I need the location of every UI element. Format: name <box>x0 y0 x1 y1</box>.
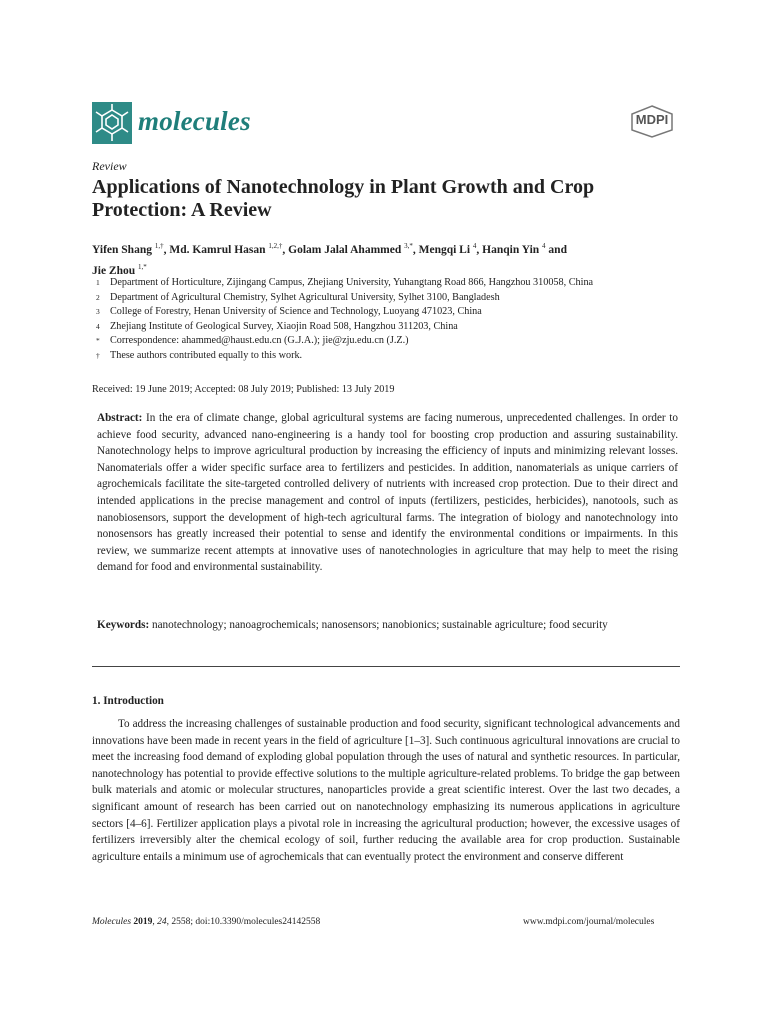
footer-journal: Molecules <box>92 917 132 927</box>
abstract-text: In the era of climate change, global agricultural systems are facing numerous, unprecedented challenges. In order to achieve food security, advanced nano-engineering is a handy tool for boosting crop production and assuring sustainability. Nanotechnology helps to improve agricultural production by increasing the efficiency of inputs and minimizing relevant losses. Nanomaterials offer a wider specific surface area to fertilizers and pesticides. In addition, nanomaterials as unique carriers of agrochemicals facilitate the site-targeted controlled delivery of nutrients with increased crop protection. Due to their direct and intended applications in the precise management and control of inputs (fertilizers, pesticides, herbicides), nanotools, such as nanobiosensors, support the development of high-tech agricultural farms. The integration of biology and nanotechnology into nonosensors has greatly increased their potential to sense and identify the environmental conditions or impairments. In this review, we summarize recent attempts at innovative uses of nanotechnologies in agriculture that may help to meet the rising demand for food and environmental sustainability. <box>97 412 678 574</box>
author-name[interactable]: Mengqi Li <box>418 243 471 256</box>
author-name[interactable]: Golam Jalal Ahammed <box>288 243 402 256</box>
author-name[interactable]: Md. Kamrul Hasan <box>169 243 266 256</box>
article-title: Applications of Nanotechnology in Plant Growth and Crop Protection: A Review <box>92 176 595 221</box>
publisher-logo-text: MDPI <box>635 112 669 127</box>
affiliation-item <box>92 291 682 306</box>
author-affil-sup: 1,2,† <box>268 242 283 250</box>
keywords <box>97 617 678 634</box>
author-name[interactable]: Yifen Shang <box>92 243 152 256</box>
author-affil-sup: 1,* <box>138 262 147 271</box>
section-heading: 1. Introduction <box>92 695 164 707</box>
author-list: Yifen Shang $^{1,\dagger}$, Md. Kamrul Hasan $^{1,2,\dagger}$, Golam Jalal Ahammed $^{3,*}$, Mengqi Li $^4$, Hanqin Yin $^4$ and Jie Zhou $^{1,*}$ <box>92 242 567 277</box>
journal-logo <box>92 102 132 144</box>
author-name[interactable]: Hanqin Yin <box>482 243 540 256</box>
affiliation-number: * <box>96 336 100 345</box>
article-type: Review <box>92 159 127 173</box>
affiliation-text: Department of Agricultural Chemistry, Sylhet Agricultural University, Sylhet 3100, Bangladesh <box>110 291 500 303</box>
footer-year: 2019 <box>133 917 153 927</box>
citation-footer: Molecules 2019, 24, 2558; doi:10.3390/molecules24142558 <box>92 917 321 927</box>
author-affil-sup: 1,† <box>154 242 164 250</box>
affiliation-number: 4 <box>96 321 100 331</box>
affiliation-item <box>92 320 682 335</box>
affiliation-text: Department of Horticulture, Zijingang Campus, Zhejiang University, Yuhangtang Road 866, Hangzhou 310058, China <box>110 277 594 288</box>
footer-volume: 24 <box>157 917 167 927</box>
affiliation-number: 1 <box>96 278 100 287</box>
keywords-text: nanotechnology; nanoagrochemicals; nanosensors; nanobionics; sustainable agriculture; food security <box>152 619 608 631</box>
author-name[interactable]: Jie Zhou <box>92 264 136 277</box>
journal-url[interactable]: www.mdpi.com/journal/molecules <box>523 917 655 927</box>
correspondence-text[interactable]: Correspondence: ahammed@haust.edu.cn (G.J.A.); jie@zju.edu.cn (J.Z.) <box>110 335 409 346</box>
abstract-label: Abstract: <box>97 412 143 424</box>
affiliation-number: 2 <box>96 292 100 302</box>
introduction-text: To address the increasing challenges of sustainable production and food security, significant technological advancements and innovations have been made in recent years in the field of agriculture [1–3]. Such continuous agricultural innovations are crucial to meet the increasing food demand of exploding global population through the uses of natural and synthetic resources. In particular, nanotechnology has potential to provide effective solutions to the multiple agriculture-related problems. To bridge the gap between bulk materials and atomic or molecular structures, nanoparticles provide a great scientific interest. Over the last two decades, a significant amount of research has been carried out on nanotechnology emphasizing its numerous applications in agriculture sectors [4–6]. Fertilizer application plays a pivotal role in increasing the agricultural production; however, the excessive usages of fertilizers irreversibly alter the chemical ecology of soil, further reducing the available area for crop production. Sustainable agriculture entails a minimum use of agrochemicals that can eventually protect the environment and conserve different <box>92 718 680 863</box>
affiliation-item <box>92 349 682 364</box>
author-affil-sup: 4 <box>542 242 546 250</box>
journal-name: molecules <box>138 106 251 136</box>
keywords-label: Keywords: <box>97 619 150 631</box>
author-affil-sup: 3,* <box>404 242 413 250</box>
affiliation-number: 3 <box>96 307 100 316</box>
molecule-structure-icon <box>92 102 132 144</box>
authors-conjunction: and <box>548 243 567 256</box>
affiliation-text: College of Forestry, Henan University of Science and Technology, Luoyang 471023, China <box>110 306 482 317</box>
affiliation-item <box>92 305 682 320</box>
affiliation-text: These authors contributed equally to this work. <box>110 349 303 361</box>
affiliation-item <box>92 276 682 291</box>
author-affil-sup: 4 <box>472 242 477 250</box>
abstract <box>97 410 678 576</box>
publication-dates: Received: 19 June 2019; Accepted: 08 July 2019; Published: 13 July 2019 <box>92 384 395 395</box>
affiliation-item <box>92 334 682 349</box>
footer-doi[interactable]: , 2558; doi:10.3390/molecules24142558 <box>166 917 321 927</box>
affiliation-text: Zhejiang Institute of Geological Survey, Xiaojin Road 508, Hangzhou 311203, China <box>110 320 458 332</box>
affiliation-list <box>92 276 682 363</box>
publisher-logo <box>626 104 678 138</box>
affiliation-number: † <box>96 350 100 360</box>
section-divider <box>92 666 680 667</box>
